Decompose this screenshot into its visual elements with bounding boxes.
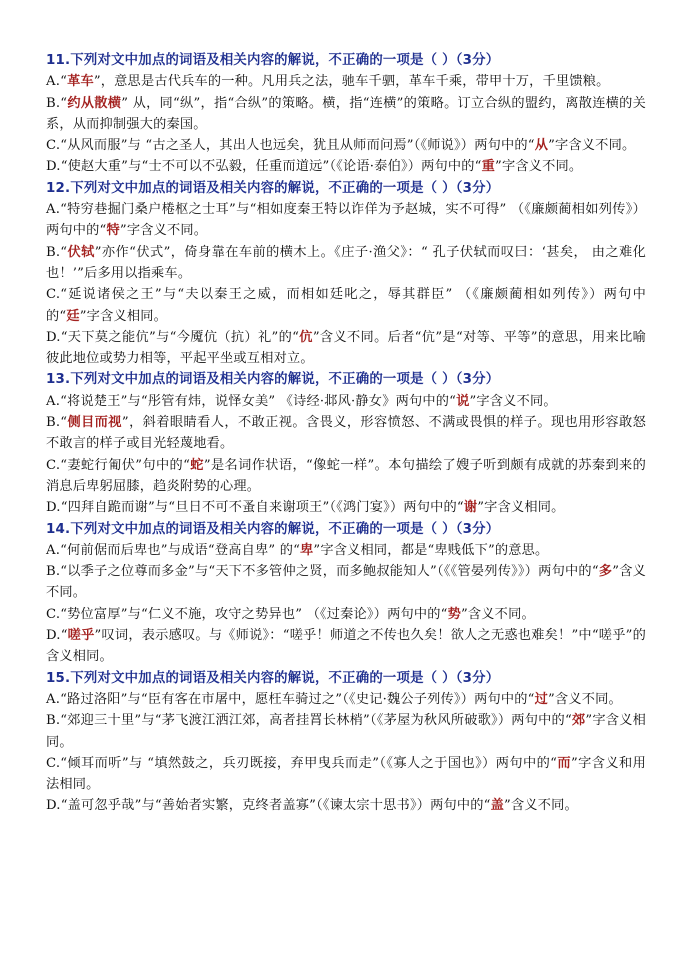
option-item [46,753,646,796]
option-item [46,242,646,285]
highlighted-term: 廷 [66,308,80,324]
question-block [46,519,646,668]
option-text: C.“从风而服”与 “古之圣人，其出人也远矣，犹且从师而问焉”（《师说》）两句中的“ [46,138,535,154]
option-item [46,391,646,412]
highlighted-term: 势 [447,606,461,622]
highlighted-term: 伏轼 [67,244,95,260]
option-text: B.“ [46,244,68,260]
question-block [46,369,646,518]
option-item [46,689,646,710]
question-title: 11.下列对文中加点的词语及相关内容的解说，不正确的一项是（ ）（3分） [46,53,500,68]
option-item [46,284,646,327]
option-text: ”含义不同。 [504,798,578,814]
option-text: ”含义不同。 [547,691,622,707]
highlighted-term: 伉 [299,329,313,345]
option-item [46,561,646,604]
option-item [46,327,646,370]
option-text: B.“郊迎三十里”与“茅飞渡江洒江郊，高者挂罥长林梢”（《茅屋为秋风所破歌》）两句中的“ [46,713,572,729]
question-title: 13.下列对文中加点的词语及相关内容的解说，不正确的一项是（ ）（3分） [46,372,500,388]
question-block [46,178,646,370]
highlighted-term: 革车 [67,74,94,90]
option-text: D.“盖可忽乎哉”与“善始者实繁，克终者盖寡”（《谏太宗十思书》）两句中的“ [46,798,491,814]
highlighted-term: 约从散横 [67,95,122,111]
highlighted-term: 多 [598,564,613,580]
option-text: B.“ [46,415,68,431]
option-text: ”字含义不同。 [548,138,636,154]
option-text: ”字含义相同。 [79,308,168,324]
option-text: ”，斜着眼睛看人，不敢正视。含畏义，形容愤怒、不满或畏惧的样子。现也用形容敢怒不敢言的样子或目光轻蔑地看。 [46,415,646,452]
question-block [46,50,646,178]
option-text: ”字含义相同。 [46,713,647,750]
option-text: C.“延说诸侯之王”与“夫以秦王之威，而相如廷叱之，辱其群臣” （《廉颇蔺相如列传》）两句中的“ [46,287,646,324]
highlighted-term: 过 [534,691,548,707]
option-item [46,604,646,625]
option-text: A.“特穷巷掘门桑户棬枢之士耳”与“相如度秦王特以诈佯为予赵城，实不可得” （《廉颇蔺相如列传》）两句中的“ [46,202,646,239]
highlighted-term: 侧目而视 [67,415,122,431]
highlighted-term: 重 [481,159,496,175]
option-item [46,710,646,753]
option-text: C.“妻蛇行匍伏”句中的“ [46,457,191,473]
option-text: D.“天下莫之能伉”与“今魇伉（抗）礼”的“ [46,329,300,345]
option-item [46,625,646,668]
option-text: ”，意思是古代兵车的一种。凡用兵之法，驰车千驷，革车千乘，带甲十万，千里馈粮。 [93,74,610,90]
option-text: A.“何前倨而后卑也”与成语“登高自卑” 的“ [46,542,301,558]
highlighted-term: 说 [456,393,470,409]
highlighted-term: 卑 [300,542,314,558]
highlighted-term: 从 [534,138,549,154]
option-text: B.“以季子之位尊而多金”与“天下不多管仲之贤，而多鲍叔能知人”（《《管晏列传》》）两句中的“ [46,564,599,580]
option-text: ”字含义不同。 [469,393,557,409]
option-item [46,455,646,498]
option-text: ”字含义相同。 [477,500,565,516]
highlighted-term: 而 [557,755,571,771]
option-text: ”字含义相同，都是“卑贱低下”的意思。 [313,542,549,558]
option-item [46,540,646,561]
option-text: A.“ [46,74,68,90]
option-text: ”字含义不同。 [119,223,208,239]
option-text: ”亦作“伏式”，倚身靠在车前的横木上。《庄子·渔父》：“ 孔子伏轼而叹曰：‘甚矣， 由之难化也！’”后多用以指乘车。 [46,244,647,281]
question-title: 12.下列对文中加点的词语及相关内容的解说，不正确的一项是（ ）（3分） [46,180,500,196]
highlighted-term: 郊 [571,713,586,729]
option-item [46,412,646,455]
option-item [46,199,646,242]
option-item [46,93,646,136]
option-text: ”含义不同。 [460,606,535,622]
option-text: ”含义不同。后者“伉”是“对等、平等”的意思，用来比喻彼此地位或势力相等，平起平坐或互相对立。 [46,329,647,367]
option-item [46,497,646,518]
option-item [46,156,646,177]
option-item [46,795,646,816]
question-title: 15.下列对文中加点的词语及相关内容的解说，不正确的一项是（ ）（3分） [46,670,500,686]
option-text: A.“路过洛阳”与“臣有客在市屠中，愿枉车骑过之”（《史记·魏公子列传》）两句中的“ [46,691,535,707]
highlighted-term: 特 [106,223,120,239]
question-block [46,668,646,817]
option-text: A.“将说楚王”与“彤管有炜，说怿女美” 《诗经·邶风·静女》两句中的“ [46,393,457,409]
highlighted-term: 谢 [463,500,478,516]
option-text: ”是名词作状语，“像蛇一样”。本句描绘了嫂子听到颇有成就的苏秦到来的消息后卑躬屈膝，趋炎附势的心理。 [46,457,647,494]
option-text: B.“ [46,95,68,111]
option-text: D.“ [46,628,68,644]
option-text: C.“倾耳而听”与 “填然鼓之，兵刃既接，弃甲曳兵而走”（《寡人之于国也》）两句中的“ [46,755,558,771]
highlighted-term: 蛇 [190,457,204,473]
option-text: ”含义不同。 [46,564,646,601]
option-text: ” 从，同“纵”，指“合纵”的策略。横，指“连横”的策略。订立合纵的盟约，离散连横的关系，从而抑制强大的秦国。 [46,95,646,132]
question-title: 14.下列对文中加点的词语及相关内容的解说，不正确的一项是（ ）（3分） [46,521,500,537]
option-text: D.“使赵大重”与“士不可以不弘毅，任重而道远”（《论语·泰伯》）两句中的“ [46,159,482,175]
option-text: D.“四拜自跪而谢”与“旦日不可不蚤自来谢项王”（《鸿门宴》）两句中的“ [46,500,464,516]
document-page [46,50,646,817]
option-text: C.“势位富厚”与“仁义不施，攻守之势异也” （《过秦论》）两句中的“ [46,606,448,622]
highlighted-term: 盖 [490,798,505,814]
highlighted-term: 嗟乎 [67,628,95,644]
option-text: ”字含义不同。 [495,159,583,175]
option-text: ”叹词，表示感叹。与《师说》：“嗟乎！师道之不传也久矣！欲人之无惑也难矣！”中“嗟乎”的含义相同。 [46,628,647,665]
option-item [46,71,646,92]
option-item [46,135,646,156]
option-text: ”字含义和用法相同。 [46,755,646,793]
